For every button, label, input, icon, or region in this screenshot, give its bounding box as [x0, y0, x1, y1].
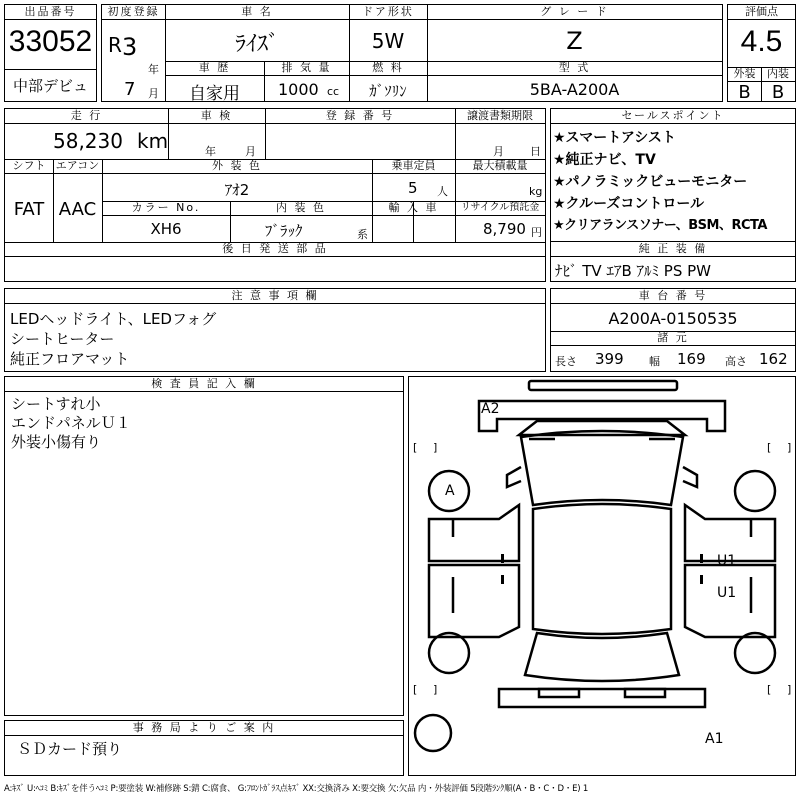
first-reg-label: 初度登録: [107, 5, 160, 18]
equipment: ﾅﾋﾞ TV ｴｱB ｱﾙﾐ PS PW: [555, 262, 711, 280]
capacity-unit: 人: [437, 185, 448, 198]
damage-legend: A:ｷｽﾞ U:ﾍｺﾐ B:ｷｽﾞを伴うﾍｺﾐ P:要塗装 W:補修跡 S:錆 C:腐食、 G:ﾌﾛﾝﾄｶﾞﾗｽ点ｷｽﾞ XX:交換済み X:要交換 欠:欠品 内・外装評価 5段階ﾗﾝｸ順(A・B・C・D・E) 1: [4, 784, 589, 794]
exterior-color-label: 外 装 色: [212, 159, 262, 172]
first-reg-year-unit: 年: [148, 63, 159, 76]
max-load-unit: kg: [529, 185, 543, 198]
door-type: 5W: [371, 29, 405, 53]
sales-points-list: [553, 127, 767, 237]
caution-box: [4, 288, 546, 372]
sales-point-item: ★スマートアシスト: [553, 130, 676, 146]
caution-label: 注 意 事 項 欄: [5, 289, 545, 304]
svg-text:]: ]: [787, 441, 792, 454]
first-reg-era: R: [108, 33, 122, 57]
width-label: 幅: [649, 355, 660, 368]
office-box: [4, 720, 404, 776]
capacity-label: 乗車定員: [391, 159, 436, 172]
car-name-label: 車 名: [241, 5, 273, 18]
inspector-note: 外装小傷有り: [11, 433, 102, 451]
displacement-label: 排 気 量: [281, 61, 332, 74]
chassis-box: [550, 288, 796, 372]
fuel: ｶﾞｿﾘﾝ: [369, 82, 407, 100]
svg-text:]: ]: [787, 683, 792, 696]
details-box: [4, 108, 546, 282]
svg-text:[: [: [767, 683, 772, 696]
history-label: 車 歴: [198, 61, 231, 74]
length-label: 長さ: [555, 355, 577, 368]
lot-box: [4, 4, 97, 102]
caution-line: LEDヘッドライト、LEDフォグ: [10, 310, 217, 328]
chassis-number: A200A-0150535: [608, 309, 738, 328]
inspector-note: エンドパネルＵ１: [11, 414, 131, 432]
door-label: ドア形状: [362, 5, 414, 18]
chassis-label: 車 台 番 号: [551, 289, 795, 304]
inspector-label: 検 査 員 記 入 欄: [5, 377, 403, 392]
inspection-month-unit: 月: [245, 145, 256, 158]
width: 169: [677, 350, 706, 368]
mileage: 58,230: [53, 129, 123, 153]
model-code: 5BA-A200A: [529, 80, 620, 99]
svg-text:[: [: [413, 441, 418, 454]
svg-text:]: ]: [433, 683, 438, 696]
sales-points-label: セールスポイント: [551, 109, 795, 124]
mileage-unit: km: [137, 129, 169, 153]
shift: FAT: [13, 199, 45, 220]
damage-mark-right-mid: U1: [717, 553, 737, 569]
mileage-label: 走 行: [70, 109, 103, 122]
sales-point-item: ★クルーズコントロール: [553, 196, 705, 212]
recycle-unit: 円: [531, 226, 542, 239]
damage-mark-right-mid-2: U1: [717, 585, 737, 601]
grade-label: グ レ ー ド: [540, 5, 609, 18]
height-label: 高さ: [725, 355, 747, 368]
sales-point-item: ★パノラミックビューモニター: [553, 174, 748, 190]
svg-text:[: [: [767, 441, 772, 454]
displacement: 1000: [278, 80, 319, 99]
damage-mark-front: A2: [481, 401, 500, 417]
transfer-day-unit: 日: [530, 145, 541, 158]
auction-venue: 中部デビュ: [12, 77, 88, 95]
interior-color: ﾌﾞﾗｯｸ: [265, 222, 303, 240]
transfer-month-unit: 月: [493, 145, 504, 158]
sales-point-item: ★純正ナビ、TV: [553, 152, 656, 168]
lot-number: 33052: [8, 25, 93, 58]
model-code-label: 型 式: [558, 61, 591, 74]
fuel-label: 燃 料: [372, 61, 404, 74]
color-no-label: カラー No.: [131, 201, 201, 214]
lot-label: 出品番号: [5, 5, 96, 20]
damage-diagram-box: [408, 376, 796, 776]
svg-text:[: [: [413, 683, 418, 696]
exterior-label: 外装: [728, 67, 761, 82]
exterior-score: B: [738, 82, 751, 103]
first-reg-year: 3: [122, 33, 138, 61]
color-no: XH6: [150, 220, 182, 238]
damage-mark-rear: A1: [705, 731, 724, 747]
registration-label: 登 録 番 号: [325, 109, 395, 122]
capacity: 5: [408, 179, 418, 197]
caution-line: シートヒーター: [10, 330, 115, 348]
damage-mark-left-front: A: [445, 483, 455, 499]
height: 162: [759, 350, 788, 368]
max-load-label: 最大積載量: [472, 159, 528, 172]
first-reg-month: 7: [124, 79, 136, 100]
interior-score: B: [771, 82, 785, 103]
dimensions-label: 諸 元: [551, 331, 795, 346]
inspector-box: [4, 376, 404, 716]
shift-label: シフト: [12, 159, 46, 172]
transfer-doc-label: 譲渡書類期限: [467, 109, 533, 122]
grade: Z: [566, 27, 583, 55]
caution-line: 純正フロアマット: [10, 350, 130, 368]
displacement-unit: cc: [327, 85, 340, 98]
exterior-color: ｱｵ2: [224, 181, 250, 199]
office-label: 事 務 局 よ り ご 案 内: [5, 721, 403, 736]
inspection-label: 車 検: [200, 109, 233, 122]
interior-color-unit: 系: [357, 228, 368, 241]
svg-text:]: ]: [433, 441, 438, 454]
interior-color-label: 内 装 色: [276, 201, 326, 214]
inspection-year-unit: 年: [205, 145, 216, 158]
car-name: ﾗｲｽﾞ: [234, 32, 279, 57]
first-reg-month-unit: 月: [148, 87, 159, 100]
score-box: [727, 4, 796, 102]
score-label: 評価点: [728, 5, 795, 20]
sales-points-box: [550, 108, 796, 282]
interior-label: 内装: [761, 67, 795, 82]
main-header-box: [101, 4, 723, 102]
aircon: AAC: [58, 199, 97, 220]
later-parts-label: 後 日 発 送 部 品: [222, 242, 328, 255]
aircon-label: エアコン: [55, 159, 100, 172]
car-damage-diagram: [409, 377, 795, 775]
import-label: 輸 入 車: [388, 201, 439, 214]
recycle-fee: 8,790: [483, 220, 526, 238]
history: 自家用: [189, 84, 240, 104]
score: 4.5: [740, 25, 783, 58]
length: 399: [595, 350, 624, 368]
equipment-label: 純 正 装 備: [551, 242, 795, 257]
recycle-label: リサイクル預託金: [460, 202, 540, 213]
office-note: ＳＤカード預り: [17, 740, 123, 758]
inspector-note: シートすれ小: [11, 395, 101, 413]
sales-point-item: ★クリアランスソナー、BSM、RCTA: [553, 218, 767, 233]
